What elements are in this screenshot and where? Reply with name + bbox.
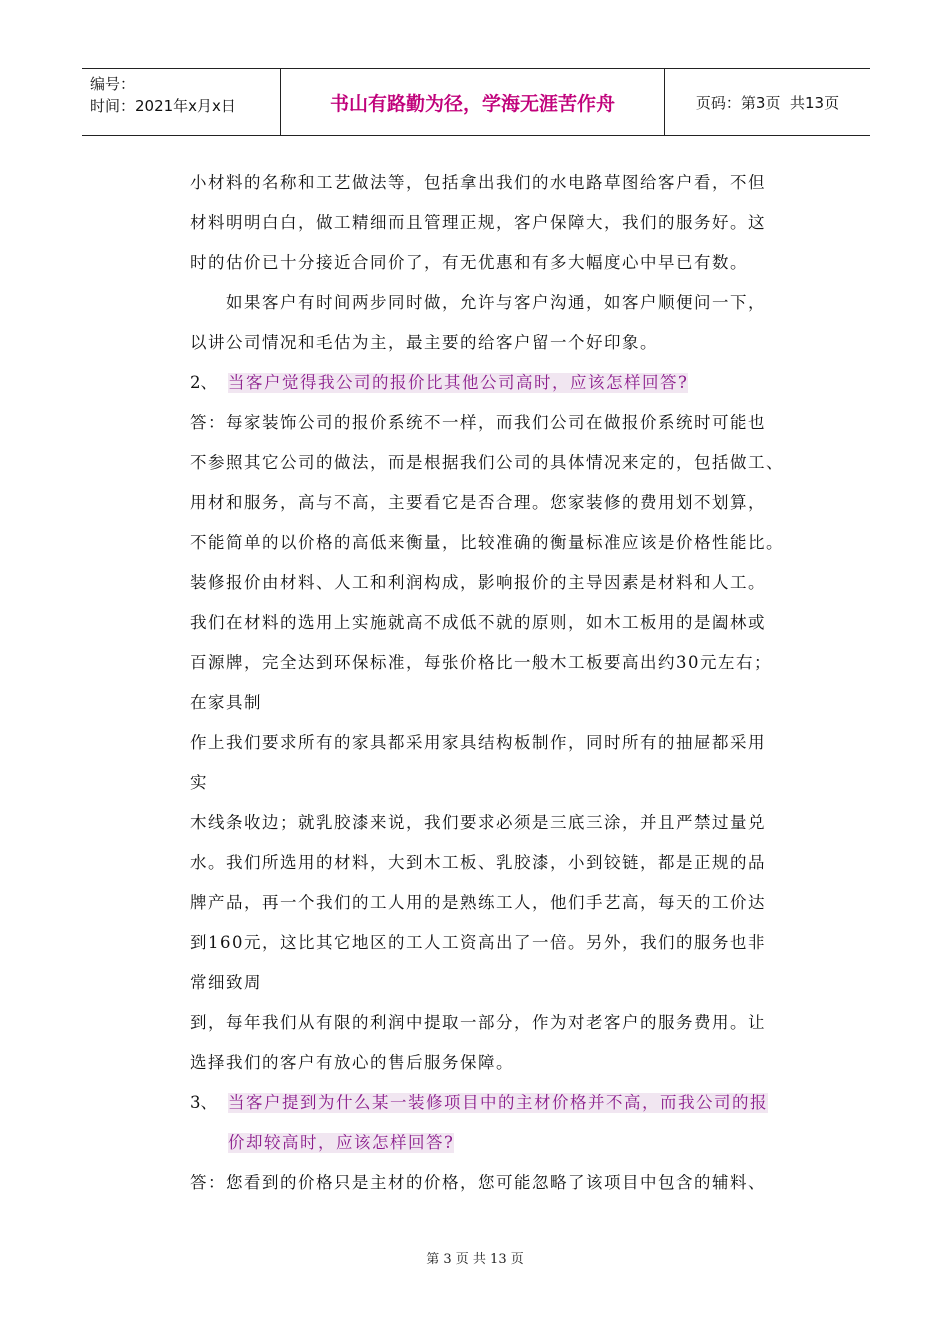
text-line: 木线条收边；就乳胶漆来说，我们要求必须是三底三涂，并且严禁过量兑 [190, 813, 766, 832]
text-line: 我们在材料的选用上实施就高不成低不就的原则，如木工板用的是阖林或 [190, 613, 766, 632]
text-line: 小材料的名称和工艺做法等，包括拿出我们的水电路草图给客户看，不但 [190, 173, 766, 192]
text-line: 如果客户有时间两步同时做，允许与客户沟通，如客户顺便问一下， [226, 293, 766, 312]
text-line: 牌产品，再一个我们的工人用的是熟练工人，他们手艺高，每天的工价达 [190, 893, 766, 912]
page-label: 页码：第3页 共13页 [695, 93, 840, 112]
text-line: 不能简单的以价格的高低来衡量，比较准确的衡量标准应该是价格性能比。 [190, 533, 784, 552]
text-line: 作上我们要求所有的家具都采用家具结构板制作，同时所有的抽屉都采用 [190, 733, 766, 752]
text-line: 答：每家装饰公司的报价系统不一样，而我们公司在做报价系统时可能也 [190, 413, 766, 432]
question-heading: 当客户觉得我公司的报价比其他公司高时，应该怎样回答? [228, 373, 689, 392]
text-line: 装修报价由材料、人工和利润构成，影响报价的主导因素是材料和人工。 [190, 573, 766, 592]
text-line: 不参照其它公司的做法，而是根据我们公司的具体情况来定的，包括做工、 [190, 453, 784, 472]
page-footer: 第 3 页 共 13 页 [426, 1252, 524, 1267]
text-line: 常细致周 [190, 973, 262, 992]
text-line: 水。我们所选用的材料，大到木工板、乳胶漆，小到铰链，都是正规的品 [190, 853, 766, 872]
page-header [82, 68, 870, 136]
question-number: 3、 [190, 1093, 217, 1112]
number-label: 编号： [90, 75, 136, 93]
text-line: 时的估价已十分接近合同价了，有无优惠和有多大幅度心中早已有数。 [190, 253, 748, 272]
text-line: 百源牌，完全达到环保标准，每张价格比一般木工板要高出约30元左右； [190, 653, 772, 672]
text-line: 实 [190, 773, 208, 792]
header-page [665, 69, 870, 135]
text-line: 到160元，这比其它地区的工人工资高出了一倍。另外，我们的服务也非 [190, 933, 766, 952]
question-number: 2、 [190, 373, 217, 392]
text-line: 答：您看到的价格只是主材的价格，您可能忽略了该项目中包含的辅料、 [190, 1173, 766, 1192]
text-line: 材料明明白白，做工精细而且管理正规，客户保障大，我们的服务好。这 [190, 213, 766, 232]
text-line: 以讲公司情况和毛估为主，最主要的给客户留一个好印象。 [190, 333, 658, 352]
time-label: 时间：2021年x月x日 [90, 97, 236, 115]
question-heading: 价却较高时，应该怎样回答? [228, 1133, 455, 1152]
text-line: 用材和服务，高与不高，主要看它是否合理。您家装修的费用划不划算， [190, 493, 766, 512]
question-heading: 当客户提到为什么某一装修项目中的主材价格并不高，而我公司的报 [228, 1093, 768, 1112]
text-line: 到，每年我们从有限的利润中提取一部分，作为对老客户的服务费用。让 [190, 1013, 766, 1032]
text-line: 选择我们的客户有放心的售后服务保障。 [190, 1053, 514, 1072]
header-meta [82, 69, 281, 135]
header-motto: 书山有路勤为径，学海无涯苦作舟 [281, 69, 665, 135]
text-line: 在家具制 [190, 693, 262, 712]
